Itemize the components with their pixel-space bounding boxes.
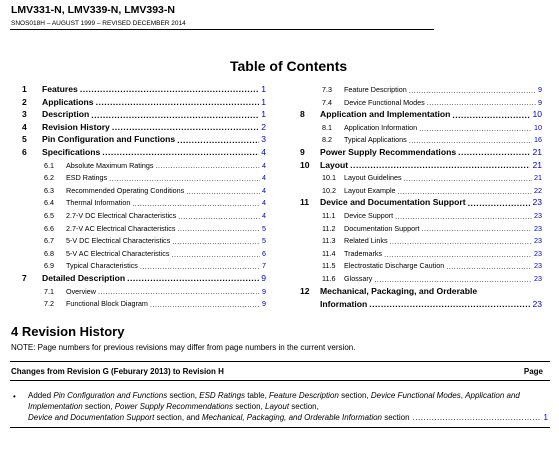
toc-entry-number: 11.1 xyxy=(322,211,336,220)
toc-entry[interactable] xyxy=(300,132,542,144)
toc-entry-label[interactable]: Device and Documentation Support xyxy=(320,197,466,208)
toc-page-link[interactable]: 23 xyxy=(534,236,542,246)
toc-entry[interactable] xyxy=(22,221,266,233)
entry-text: section, xyxy=(289,402,319,411)
leader-dots xyxy=(374,276,532,283)
toc-entry-number: 6.3 xyxy=(44,185,54,195)
toc-entry[interactable] xyxy=(22,284,266,296)
toc-page-link[interactable]: 23 xyxy=(534,248,542,258)
leader-dots xyxy=(413,412,541,423)
toc-entry-label[interactable]: Glossary xyxy=(344,274,373,283)
toc-entry-number: 7.1 xyxy=(44,286,54,296)
entry-italic: Power Supply Recommendations xyxy=(114,402,233,411)
toc-page-link[interactable]: 5 xyxy=(262,223,266,233)
toc-page-link[interactable]: 9 xyxy=(538,97,542,107)
entry-text: section, xyxy=(82,402,115,411)
toc-entry[interactable] xyxy=(300,233,542,245)
toc-entry-label[interactable]: Feature Description xyxy=(344,85,407,94)
toc-page-link[interactable]: 5 xyxy=(262,236,266,246)
toc-entry-number: 1 xyxy=(22,84,27,94)
leader-dots xyxy=(419,125,532,132)
changes-page-heading: Page xyxy=(523,367,543,376)
toc-entry-number: 7.4 xyxy=(322,97,332,107)
toc-entry[interactable] xyxy=(22,208,266,220)
toc-page-link[interactable]: 10 xyxy=(534,122,542,132)
toc-entry[interactable] xyxy=(22,82,266,94)
leader-dots xyxy=(98,288,260,295)
toc-entry[interactable] xyxy=(300,82,542,94)
toc-entry-label[interactable]: Description xyxy=(42,109,90,120)
toc-entry-number: 8 xyxy=(300,109,305,120)
toc-entry[interactable] xyxy=(22,246,266,258)
toc-entry-label[interactable]: Features xyxy=(42,84,78,94)
toc-entry-label[interactable]: Absolute Maximum Ratings xyxy=(66,160,154,170)
toc-page-link[interactable]: 7 xyxy=(262,261,266,271)
toc-entry[interactable] xyxy=(22,233,266,245)
toc-entry-number: 8.1 xyxy=(322,122,332,132)
toc-entry-label[interactable]: 5-V AC Electrical Characteristics xyxy=(66,248,170,258)
leader-dots xyxy=(350,161,530,170)
toc-entry-label[interactable]: Related Links xyxy=(344,236,388,246)
toc-page-link[interactable]: 21 xyxy=(532,159,542,170)
toc-page-link[interactable]: 9 xyxy=(262,286,266,296)
toc-page-link[interactable]: 1 xyxy=(261,96,266,107)
toc-entry-label[interactable]: Trademarks xyxy=(344,248,383,258)
leader-dots xyxy=(404,175,532,182)
changes-bottom-rule xyxy=(10,427,550,428)
toc-entry-label[interactable]: 2.7-V DC Electrical Characteristics xyxy=(66,211,177,220)
entry-text: section, xyxy=(338,391,371,400)
toc-entry-number: 6.9 xyxy=(44,261,54,271)
leader-dots xyxy=(127,274,259,283)
toc-entry-number: 6 xyxy=(22,147,27,157)
leader-dots xyxy=(177,225,260,232)
toc-entry[interactable] xyxy=(300,258,542,270)
entry-italic: Pin Configuration and Functions xyxy=(53,391,168,400)
leader-dots xyxy=(384,251,532,258)
toc-entry-number: 6.6 xyxy=(44,223,54,233)
toc-entry[interactable] xyxy=(22,145,266,157)
toc-entry-number: 4 xyxy=(22,121,27,132)
leader-dots xyxy=(80,85,259,94)
leader-dots xyxy=(172,238,260,245)
toc-entry-label[interactable]: Information xyxy=(320,298,368,309)
leader-dots xyxy=(458,148,530,157)
leader-dots xyxy=(395,213,532,220)
leader-dots xyxy=(178,213,260,220)
toc-title: Table of Contents xyxy=(230,58,348,74)
toc-entry-label[interactable]: ESD Ratings xyxy=(66,173,108,183)
entry-text: table, xyxy=(245,391,270,400)
leader-dots xyxy=(132,200,260,207)
leader-dots xyxy=(422,225,532,232)
entry-italic: Feature Description xyxy=(269,391,339,400)
toc-entry-number: 11 xyxy=(300,197,310,208)
leader-dots xyxy=(112,123,259,132)
toc-entry-label[interactable]: Revision History xyxy=(42,121,110,132)
toc-page-link[interactable]: 4 xyxy=(262,160,266,170)
toc-page-link[interactable]: 23 xyxy=(534,223,542,233)
toc-entry-label[interactable]: Layout Guidelines xyxy=(344,173,402,183)
leader-dots xyxy=(109,175,260,182)
toc-entry-number: 2 xyxy=(22,96,27,107)
bullet-icon: • xyxy=(13,392,16,401)
toc-entry-label[interactable]: Typical Applications xyxy=(344,135,407,145)
entry-page-link[interactable]: 1 xyxy=(543,413,548,422)
toc-entry-label[interactable]: Device Functional Modes xyxy=(344,97,425,107)
leader-dots xyxy=(91,111,259,120)
changes-heading: Changes from Revision G (Feburary 2013) to Revision H xyxy=(11,367,224,376)
toc-entry[interactable] xyxy=(22,170,266,182)
toc-page-link[interactable]: 1 xyxy=(261,109,266,120)
toc-entry-number: 11.6 xyxy=(322,274,336,283)
toc-entry-number: 6.8 xyxy=(44,248,54,258)
leader-dots xyxy=(390,238,532,245)
toc-page-link[interactable]: 23 xyxy=(532,298,542,309)
leader-dots xyxy=(409,87,536,94)
toc-page-link[interactable]: 10 xyxy=(532,109,542,120)
toc-entry-number: 6.4 xyxy=(44,198,54,208)
toc-page-link[interactable]: 22 xyxy=(534,185,542,195)
changes-heading-rule xyxy=(10,380,550,381)
leader-dots xyxy=(409,137,532,144)
entry-text: section, xyxy=(233,402,266,411)
toc-entry-number: 7.3 xyxy=(322,85,332,94)
toc-entry-continuation[interactable] xyxy=(300,297,542,309)
toc-page-link[interactable]: 4 xyxy=(262,185,266,195)
toc-entry-number: 6.2 xyxy=(44,173,54,183)
toc-entry-label[interactable]: 5-V DC Electrical Characteristics xyxy=(66,236,171,246)
toc-page-link[interactable]: 9 xyxy=(538,85,542,94)
toc-entry[interactable] xyxy=(300,208,542,220)
toc-entry-label[interactable]: Layout Example xyxy=(344,185,396,195)
toc-entry[interactable] xyxy=(22,107,266,119)
toc-entry[interactable] xyxy=(300,95,542,107)
toc-entry-label[interactable]: Mechanical, Packaging, and Orderable xyxy=(320,285,478,296)
toc-entry-label[interactable]: Recommended Operating Conditions xyxy=(66,185,185,195)
entry-italic: ESD Ratings xyxy=(199,391,246,400)
toc-entry-label[interactable]: Thermal Information xyxy=(66,198,131,208)
toc-page-link[interactable]: 4 xyxy=(262,211,266,220)
entry-text: section, and xyxy=(154,413,202,422)
toc-entry[interactable] xyxy=(22,158,266,170)
changes-top-rule xyxy=(10,361,550,362)
toc-page-link[interactable]: 2 xyxy=(261,121,266,132)
toc-entry-label[interactable]: Application Information xyxy=(344,122,418,132)
toc-entry-label[interactable]: Detailed Description xyxy=(42,273,126,283)
toc-entry[interactable] xyxy=(22,296,266,308)
entry-text: Added xyxy=(28,391,54,400)
toc-entry[interactable] xyxy=(22,258,266,270)
toc-entry[interactable] xyxy=(300,107,542,119)
leader-dots xyxy=(171,251,260,258)
entry-italic: Layout xyxy=(265,402,290,411)
revision-entry xyxy=(28,390,548,423)
toc-entry-label[interactable]: Device Support xyxy=(344,211,394,220)
toc-entry[interactable] xyxy=(300,145,542,157)
leader-dots xyxy=(427,99,536,106)
toc-page-link[interactable]: 3 xyxy=(261,134,266,145)
leader-dots xyxy=(452,111,530,120)
leader-dots xyxy=(177,136,259,145)
toc-entry-number: 12 xyxy=(300,285,310,296)
toc-entry-number: 11.3 xyxy=(322,236,336,246)
toc-entry-number: 3 xyxy=(22,109,27,120)
toc-entry-label[interactable]: Applications xyxy=(42,96,94,107)
leader-dots xyxy=(398,188,532,195)
toc-page-link[interactable]: 23 xyxy=(532,197,542,208)
toc-entry-label[interactable]: Overview xyxy=(66,286,96,296)
toc-entry-label[interactable]: Pin Configuration and Functions xyxy=(42,134,176,145)
toc-page-link[interactable]: 21 xyxy=(534,173,542,183)
toc-entry-label[interactable]: Electrostatic Discharge Caution xyxy=(344,261,445,271)
toc-entry-number: 9 xyxy=(300,147,305,157)
toc-entry[interactable] xyxy=(300,246,542,258)
toc-entry-label[interactable]: Functional Block Diagram xyxy=(66,299,148,309)
toc-entry[interactable] xyxy=(300,183,542,195)
toc-entry-number: 10 xyxy=(300,159,310,170)
toc-entry-number: 8.2 xyxy=(322,135,332,145)
revision-note: NOTE: Page numbers for previous revisions may differ from page numbers in the current version. xyxy=(11,343,356,352)
toc-page-link[interactable]: 4 xyxy=(262,173,266,183)
leader-dots xyxy=(446,263,532,270)
toc-entry[interactable] xyxy=(300,158,542,170)
toc-entry-label[interactable]: Application and Implementation xyxy=(320,109,451,120)
toc-page-link[interactable]: 4 xyxy=(261,147,266,157)
entry-italic: Application and Implementation xyxy=(28,391,520,411)
toc-entry[interactable] xyxy=(22,195,266,207)
leader-dots xyxy=(150,301,260,308)
toc-page-link[interactable]: 23 xyxy=(534,261,542,271)
document-title: LMV331-N, LMV339-N, LMV393-N xyxy=(11,4,175,16)
toc-page-link[interactable]: 23 xyxy=(534,211,542,220)
leader-dots xyxy=(468,199,531,208)
entry-text: section, xyxy=(167,391,200,400)
toc-entry-label[interactable]: Documentation Support xyxy=(344,223,420,233)
toc-page-link[interactable]: 16 xyxy=(534,135,542,145)
toc-entry-label[interactable]: Layout xyxy=(320,159,349,170)
toc-entry-number: 7.2 xyxy=(44,299,54,309)
leader-dots xyxy=(369,300,530,309)
toc-page-link[interactable]: 21 xyxy=(532,147,542,157)
leader-dots xyxy=(96,98,260,107)
entry-italic: Device and Documentation Support xyxy=(28,413,155,422)
toc-entry[interactable] xyxy=(22,120,266,132)
toc-entry-label[interactable]: 2.7-V AC Electrical Characteristics xyxy=(66,223,176,233)
toc-entry-label[interactable]: Specifications xyxy=(42,147,101,157)
document-subtitle: SNOS018H – AUGUST 1999 – REVISED DECEMBER 2014 xyxy=(11,20,186,27)
toc-entry-number: 6.5 xyxy=(44,211,54,220)
entry-text: , xyxy=(460,391,466,400)
leader-dots xyxy=(102,148,259,157)
toc-entry-number: 6.1 xyxy=(44,160,54,170)
toc-entry-number: 11.2 xyxy=(322,223,336,233)
toc-entry[interactable] xyxy=(300,284,542,296)
toc-entry[interactable] xyxy=(300,221,542,233)
toc-entry-label[interactable]: Typical Characteristics xyxy=(66,261,138,271)
toc-entry[interactable] xyxy=(22,183,266,195)
toc-entry-number: 11.4 xyxy=(322,248,336,258)
toc-entry[interactable] xyxy=(22,132,266,144)
toc-entry[interactable] xyxy=(300,120,542,132)
entry-last-line xyxy=(28,412,548,423)
toc-page-link[interactable]: 9 xyxy=(262,299,266,309)
toc-page-link[interactable]: 6 xyxy=(262,248,266,258)
entry-italic: Device Functional Modes xyxy=(370,391,461,400)
toc-entry-number: 6.7 xyxy=(44,236,54,246)
toc-entry[interactable] xyxy=(22,95,266,107)
toc-entry-label[interactable]: Power Supply Recommendations xyxy=(320,147,457,157)
leader-dots xyxy=(155,162,260,169)
toc-page-link[interactable]: 9 xyxy=(261,273,266,283)
leader-dots xyxy=(186,188,260,195)
toc-entry-number: 5 xyxy=(22,134,27,145)
toc-entry[interactable] xyxy=(300,195,542,207)
toc-entry-number: 10.1 xyxy=(322,173,336,183)
section-title: 4 Revision History xyxy=(11,324,125,339)
toc-entry[interactable] xyxy=(300,271,542,283)
toc-entry-number: 7 xyxy=(22,273,27,283)
leader-dots xyxy=(140,263,260,270)
header-rule xyxy=(10,29,434,30)
toc-page-link[interactable]: 1 xyxy=(261,84,266,94)
entry-italic: Mechanical, Packaging, and Orderable Information xyxy=(201,413,382,422)
toc-entry-number: 10.2 xyxy=(322,185,336,195)
toc-entry[interactable] xyxy=(22,271,266,283)
entry-text: section xyxy=(382,413,410,422)
toc-entry[interactable] xyxy=(300,170,542,182)
toc-page-link[interactable]: 23 xyxy=(534,274,542,283)
toc-page-link[interactable]: 4 xyxy=(262,198,266,208)
toc-entry-number: 11.5 xyxy=(322,261,336,271)
